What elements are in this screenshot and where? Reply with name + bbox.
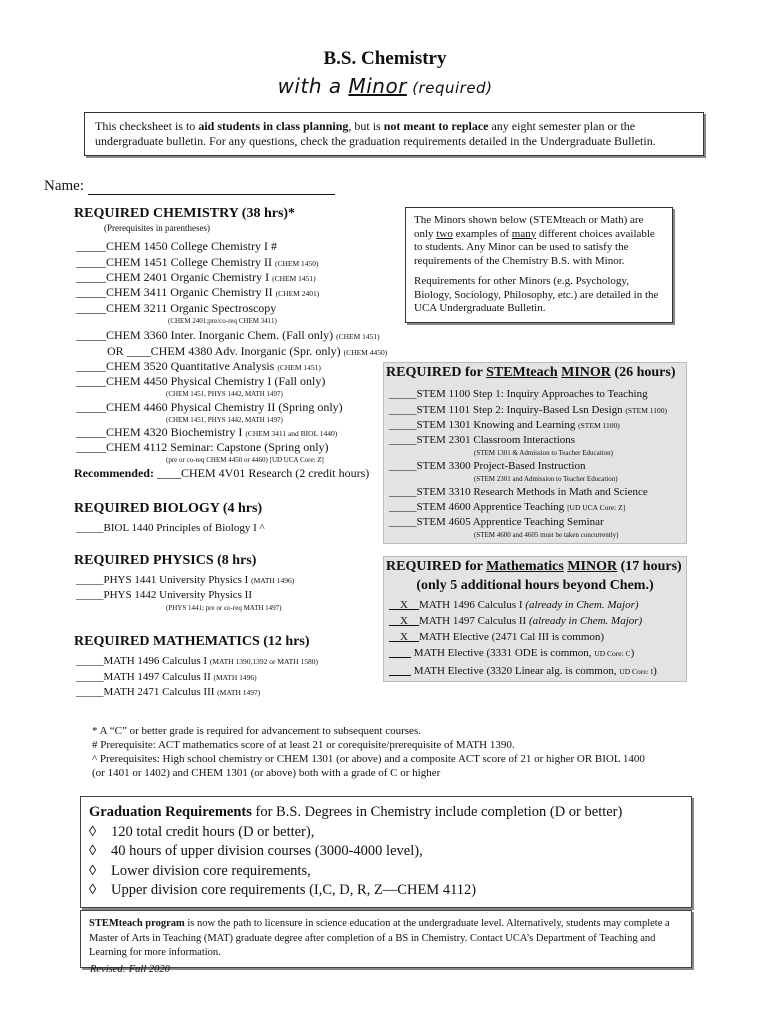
- chem-row-or[interactable]: [107, 344, 387, 360]
- chem-prereq-note: (CHEM 1451, PHYS 1442, MATH 1497): [166, 390, 283, 398]
- recommended-label: Recommended:: [74, 466, 154, 480]
- intro-text: This checksheet is to: [95, 119, 199, 133]
- bio-heading: REQUIRED BIOLOGY (4 hrs): [74, 501, 263, 516]
- math-row[interactable]: [76, 654, 318, 669]
- chem-prereq: (CHEM 1451): [277, 363, 321, 372]
- check-mark: ____: [389, 665, 411, 677]
- intro-emphasis: aid students in class planning: [198, 119, 349, 133]
- chem-row-text: _____CHEM 2401 Organic Chemistry I: [76, 270, 270, 284]
- chem-prereq: (CHEM 2401): [275, 289, 320, 298]
- phys-heading: REQUIRED PHYSICS (8 hrs): [74, 553, 257, 568]
- diamond-bullet-icon: ◊: [89, 882, 97, 898]
- intro-text: any eight semester plan or the undergraduate bulletin. For any questions, check the graduation requirements detailed in the Undergraduate Bulletin.: [95, 119, 656, 148]
- mathminor-row[interactable]: ____ MATH Elective (3320 Linear alg. is common, UD Core: I): [389, 665, 657, 677]
- footnote: # Prerequisite: ACT mathematics score of at least 21 or corequisite/prerequisite of MATH 1390.: [92, 739, 515, 751]
- stem-row-text: _____STEM 1301 Knowing and Learning: [389, 419, 576, 431]
- h-text: REQUIRED for: [386, 559, 487, 574]
- minor-text: examples of: [452, 227, 512, 240]
- chem-recommended[interactable]: [74, 466, 369, 481]
- chem-row-text: _____CHEM 1451 College Chemistry II: [76, 255, 272, 269]
- stemprog-bold: STEMteach program: [89, 918, 185, 929]
- chem-prereq-note: (CHEM 1451, PHYS 1442, MATH 1497): [166, 416, 283, 424]
- stem-prereq-note: (STEM 1301 & Admission to Teacher Education): [474, 449, 613, 457]
- minor-info-p2: Requirements for other Minors (e.g. Psychology, Biology, Sociology, Philosophy, etc.) are detailed in the UCA Undergraduate Bulletin.: [414, 275, 659, 314]
- subtitle-post: (required): [406, 79, 493, 97]
- diamond-bullet-icon: ◊: [89, 862, 97, 879]
- minor-info-box: [405, 207, 673, 323]
- chem-row-text: _____CHEM 3520 Quantitative Analysis: [76, 359, 275, 373]
- phys-row[interactable]: _____PHYS 1442 University Physics II: [76, 589, 253, 601]
- grad-bold: Graduation Requirements: [89, 804, 252, 820]
- math-prereq: (MATH 1390,1392 or MATH 1580): [209, 657, 318, 666]
- intro-text: , but is: [348, 119, 384, 133]
- subtitle-pre: with a: [277, 74, 349, 98]
- h-text: STEMteach: [486, 365, 558, 380]
- stem-prereq-note: (STEM 2301 and Admission to Teacher Education): [474, 475, 618, 483]
- name-field[interactable]: [44, 178, 335, 195]
- mathminor-row[interactable]: ____ MATH Elective (3331 ODE is common, UD Core: C): [389, 647, 635, 659]
- h-text: REQUIRED for: [386, 365, 487, 380]
- stem-row[interactable]: [389, 418, 620, 433]
- phys-prereq-note: (PHYS 1441; pre or co-req MATH 1497): [166, 604, 282, 612]
- chem-row[interactable]: [76, 425, 337, 441]
- grad-rest: for B.S. Degrees in Chemistry include completion (D or better): [251, 804, 623, 820]
- prereq-note: (Prerequisites in parentheses): [104, 223, 210, 233]
- mm-text: MATH 1497 Calculus II: [418, 615, 529, 627]
- chem-row[interactable]: [76, 359, 321, 375]
- stem-prereq: (STEM 1100): [578, 421, 620, 430]
- grad-item-text: 120 total credit hours (D or better),: [111, 823, 315, 840]
- stem-row[interactable]: _____STEM 2301 Classroom Interactions: [389, 434, 576, 446]
- chem-prereq: (CHEM 1450): [274, 259, 319, 268]
- page-title: B.S. Chemistry: [323, 48, 447, 69]
- math-row-text: _____MATH 1497 Calculus II: [76, 671, 211, 683]
- h-text: (17 hours): [617, 559, 682, 574]
- stem-prereq-note: (STEM 4600 and 4605 must be taken concurrently): [474, 531, 619, 539]
- chem-row[interactable]: _____CHEM 4460 Physical Chemistry II (Spring only): [76, 400, 343, 414]
- mathminor-row[interactable]: [389, 614, 642, 629]
- grad-item-text: Upper division core requirements (I,C, D, R, Z—CHEM 4112): [111, 882, 477, 898]
- chem-row-text: _____CHEM 4320 Biochemistry I: [76, 425, 243, 439]
- chem-row-text: _____CHEM 3360 Inter. Inorganic Chem. (Fall only): [76, 328, 334, 342]
- check-mark: __X__: [389, 631, 419, 643]
- chem-row[interactable]: _____CHEM 1450 College Chemistry I #: [76, 239, 277, 253]
- math-row-text: _____MATH 1496 Calculus I: [76, 655, 208, 667]
- chem-prereq: (CHEM 3411 and BIOL 1440): [245, 429, 338, 438]
- bio-row[interactable]: _____BIOL 1440 Principles of Biology I ^: [76, 522, 265, 534]
- footnote: (or 1401 or 1402) and CHEM 1301 (or above) both with a grade of C or higher: [92, 767, 441, 779]
- phys-prereq: (MATH 1496): [251, 576, 295, 585]
- intro-box: [84, 112, 704, 156]
- stemteach-program-box: [80, 910, 692, 968]
- stem-row-text: _____STEM 4600 Apprentice Teaching: [389, 501, 565, 513]
- chem-row[interactable]: [76, 270, 316, 286]
- revised-date: Revised: Fall 2020: [90, 964, 170, 975]
- stem-core: [UD UCA Core: Z]: [567, 503, 626, 512]
- grad-item: [89, 881, 683, 901]
- chem-prereq: (CHEM 1451): [336, 332, 380, 341]
- math-row-text: _____MATH 2471 Calculus III: [76, 686, 215, 698]
- mm-text: MATH Elective (2471 Cal III is common): [418, 631, 605, 643]
- grad-item: [89, 842, 683, 862]
- mm-text: MATH Elective (3331 ODE is common,: [411, 647, 595, 659]
- grad-item-text: 40 hours of upper division courses (3000-4000 level),: [111, 843, 423, 859]
- mm-italic: (already in Chem. Major): [528, 615, 643, 627]
- mm-italic: (already in Chem. Major): [525, 599, 639, 611]
- minor-text: different choices available to students. Any Minor can be used to satisfy the requirements of the Chemistry B.S. with Minor.: [414, 227, 655, 267]
- graduation-requirements-box: [80, 796, 692, 908]
- chem-row[interactable]: [76, 328, 380, 344]
- chem-row[interactable]: _____CHEM 3211 Organic Spectroscopy: [76, 301, 277, 315]
- grad-item-text: Lower division core requirements,: [111, 862, 311, 879]
- recommended-text: ____CHEM 4V01 Research (2 credit hours): [156, 466, 370, 480]
- intro-emphasis: not meant to replace: [383, 119, 489, 133]
- math-minor-subheading: (only 5 additional hours beyond Chem.): [416, 578, 654, 593]
- stemprog-text: is now the path to licensure in science education at the undergraduate level. Alternatively, students may complete a Master of Arts in Teaching (MAT) graduate degree after completion of a BS in Chemistry. Contact UCA’s Department of Teaching and Learning for more information.: [89, 918, 670, 958]
- mathminor-row[interactable]: [389, 630, 604, 645]
- minor-text: many: [511, 227, 537, 240]
- footnote: * A “C” or better grade is required for advancement to subsequent courses.: [92, 725, 421, 737]
- name-blank-line[interactable]: [88, 180, 335, 195]
- minor-text: two: [436, 227, 453, 240]
- name-label: Name:: [44, 178, 84, 194]
- minor-info-p1: [414, 214, 664, 268]
- chem-prereq-note: (CHEM 2401;pre/co-req CHEM 3411): [168, 317, 277, 325]
- mm-core: UD Core: C: [594, 649, 631, 658]
- chem-row-text: _____CHEM 3411 Organic Chemistry II: [76, 285, 273, 299]
- chem-prereq: (CHEM 4450): [343, 348, 388, 357]
- chem-or-text: OR ____CHEM 4380 Adv. Inorganic (Spr. only): [107, 344, 341, 358]
- h-text: MINOR: [561, 365, 611, 380]
- chem-prereq-note: (pre or co-req CHEM 4450 or 4460) [UD UCA Core: Z]: [166, 456, 324, 464]
- math-row[interactable]: [76, 685, 260, 700]
- stem-row[interactable]: _____STEM 1100 Step 1: Inquiry Approaches to Teaching: [389, 388, 648, 400]
- math-minor-heading: [386, 559, 682, 575]
- grad-intro: [89, 803, 683, 823]
- chem-row[interactable]: [76, 285, 319, 301]
- h-text: Mathematics: [486, 559, 564, 574]
- check-mark: ____: [389, 647, 411, 659]
- diamond-bullet-icon: ◊: [89, 823, 97, 840]
- grad-item: [89, 823, 683, 843]
- minor-text: The Minors shown below (STEMteach or Math) are only: [414, 214, 644, 240]
- mm-core: UD Core: I: [619, 667, 654, 676]
- phys-row[interactable]: [76, 573, 294, 588]
- chem-row[interactable]: _____CHEM 4450 Physical Chemistry I (Fall only): [76, 374, 326, 388]
- check-mark: __X__: [389, 599, 419, 611]
- mm-text: MATH Elective (3320 Linear alg. is common,: [411, 665, 620, 677]
- stem-row-text: _____STEM 1101 Step 2: Inquiry-Based Lsn Design: [389, 404, 623, 416]
- chem-heading: REQUIRED CHEMISTRY (38 hrs)*: [74, 206, 296, 221]
- h-text: MINOR: [567, 559, 618, 574]
- chem-row[interactable]: [76, 255, 319, 271]
- diamond-bullet-icon: ◊: [89, 843, 97, 859]
- mm-text: MATH 1496 Calculus I: [418, 599, 526, 611]
- h-text: (26 hours): [610, 365, 676, 380]
- math-prereq: (MATH 1496): [213, 673, 257, 682]
- footnote: ^ Prerequisites: High school chemistry or CHEM 1301 (or above) and a composite ACT score of 21 or higher OR BIOL 1400: [92, 753, 645, 765]
- stem-row[interactable]: [389, 403, 667, 418]
- check-mark: __X__: [389, 615, 419, 627]
- stem-row[interactable]: _____STEM 3300 Project-Based Instruction: [389, 460, 586, 472]
- stem-row[interactable]: [389, 500, 625, 515]
- chem-prereq: (CHEM 1451): [272, 274, 316, 283]
- page-subtitle: [0, 74, 770, 98]
- stem-row[interactable]: _____STEM 3310 Research Methods in Math and Science: [389, 486, 648, 498]
- math-heading: REQUIRED MATHEMATICS (12 hrs): [74, 634, 310, 649]
- grad-item: [89, 862, 683, 882]
- chem-row[interactable]: _____CHEM 4112 Seminar: Capstone (Spring only): [76, 440, 329, 454]
- stem-prereq: (STEM 1100): [625, 406, 667, 415]
- stemteach-heading: [386, 365, 675, 381]
- math-row[interactable]: [76, 670, 257, 685]
- mathminor-row[interactable]: [389, 598, 639, 613]
- subtitle-minor: Minor: [348, 74, 407, 98]
- stem-row[interactable]: _____STEM 4605 Apprentice Teaching Seminar: [389, 516, 604, 528]
- math-prereq: (MATH 1497): [217, 688, 261, 697]
- phys-row-text: _____PHYS 1441 University Physics I: [76, 574, 249, 586]
